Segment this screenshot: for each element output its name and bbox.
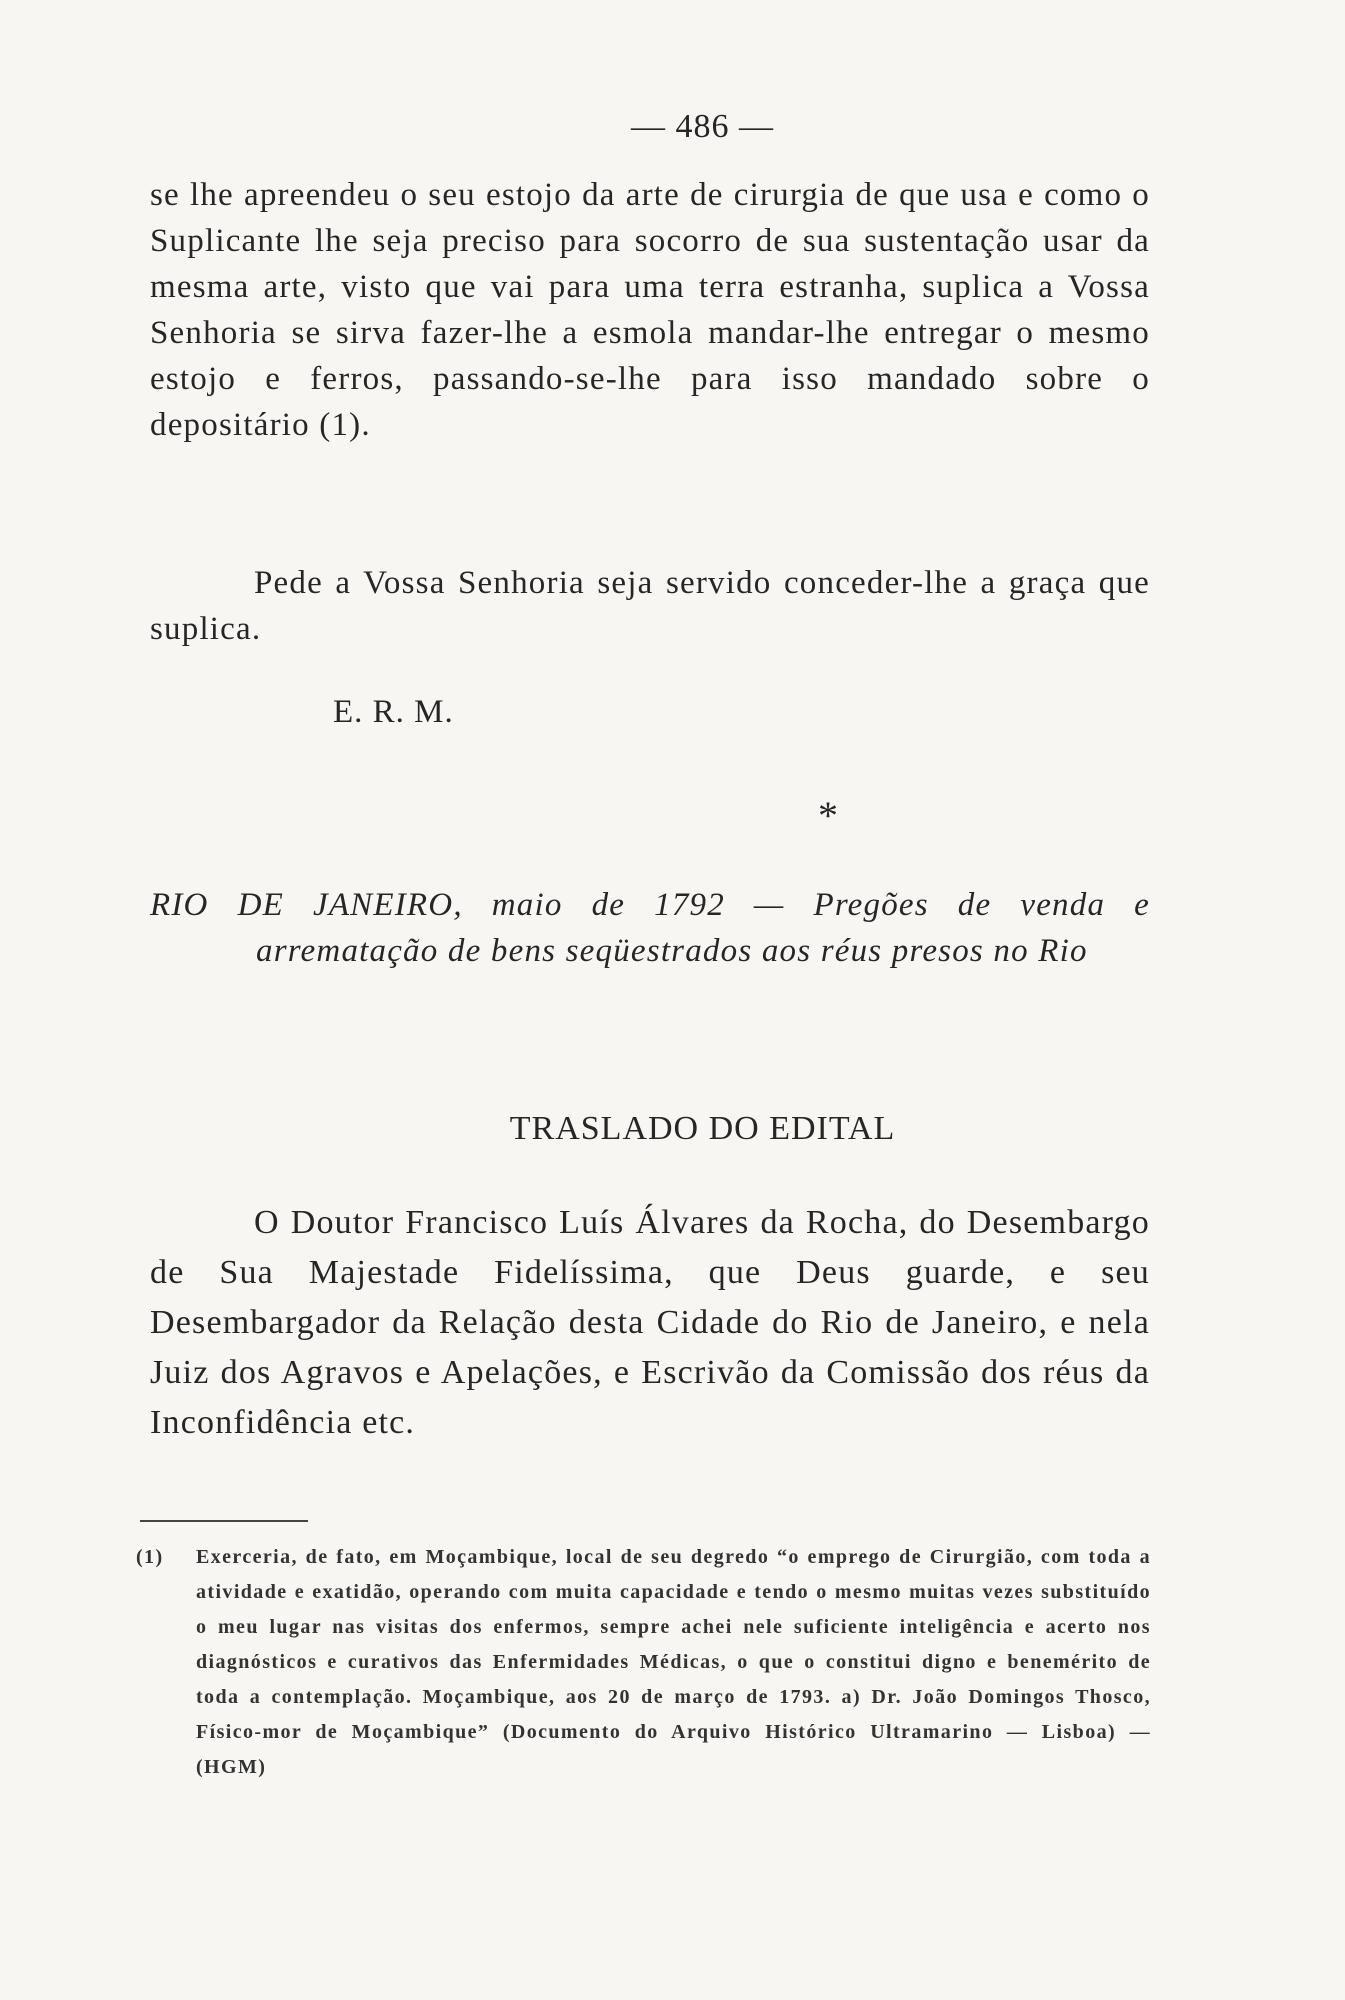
- paragraph-request: Pede a Vossa Senhoria seja servido conceder-lhe a graça que suplica.: [150, 565, 1150, 647]
- footnote: [136, 1540, 1151, 1785]
- footnote-marker: (1): [136, 1546, 164, 1568]
- heading-continuation: arrematação de bens seqüestrados aos réus presos no Rio: [256, 933, 1088, 969]
- paragraph-edict: O Doutor Francisco Luís Álvares da Rocha, do Desembargo de Sua Majestade Fidelíssima, que Deus guarde, e seu Desembargador da Relação desta Cidade do Rio de Janeiro, e nela Juiz dos Agravos e Apelações, e Escrivão da Comissão dos réus da Inconfidência etc.: [150, 1204, 1150, 1441]
- heading-line-1: RIO DE JANEIRO, maio de 1792 — Pregões de venda e: [150, 887, 1150, 923]
- document-heading: [150, 882, 1150, 974]
- section-separator: *: [818, 793, 838, 838]
- footnote-text: Exerceria, de fato, em Moçambique, local de seu degredo “o emprego de Cirurgião, com toda a atividade e exatidão, operando com muita capacidade e tendo o mesmo muitas vezes substituído o meu lugar nas visitas dos enfermos, sempre achei nele suficiente inteligência e acerto nos diagnósticos e curativos das Enfermidades Médicas, o que o constitui digno e benemérito de toda a contemplação. Moçambique, aos 20 de março de 1793. a) Dr. João Domingos Thosco, Físico-mor de Moçambique” (Documento do Arquivo Histórico Ultramarino — Lisboa) — (HGM): [196, 1546, 1151, 1778]
- paragraph-petition: se lhe apreendeu o seu estojo da arte de cirurgia de que usa e como o Suplicante lhe seja preciso para socorro de sua sustentação usar da mesma arte, visto que vai para uma terra estranha, suplica a Vossa Senhoria se sirva fazer-lhe a esmola mandar-lhe entregar o mesmo estojo e ferros, passando-se-lhe para isso mandado sobre o depositário (1).: [150, 177, 1150, 443]
- footnote-divider: [140, 1520, 308, 1522]
- section-title: TRASLADO DO EDITAL: [509, 1110, 896, 1147]
- page-number: — 486 —: [631, 108, 774, 145]
- signoff-erm: E. R. M.: [333, 694, 454, 730]
